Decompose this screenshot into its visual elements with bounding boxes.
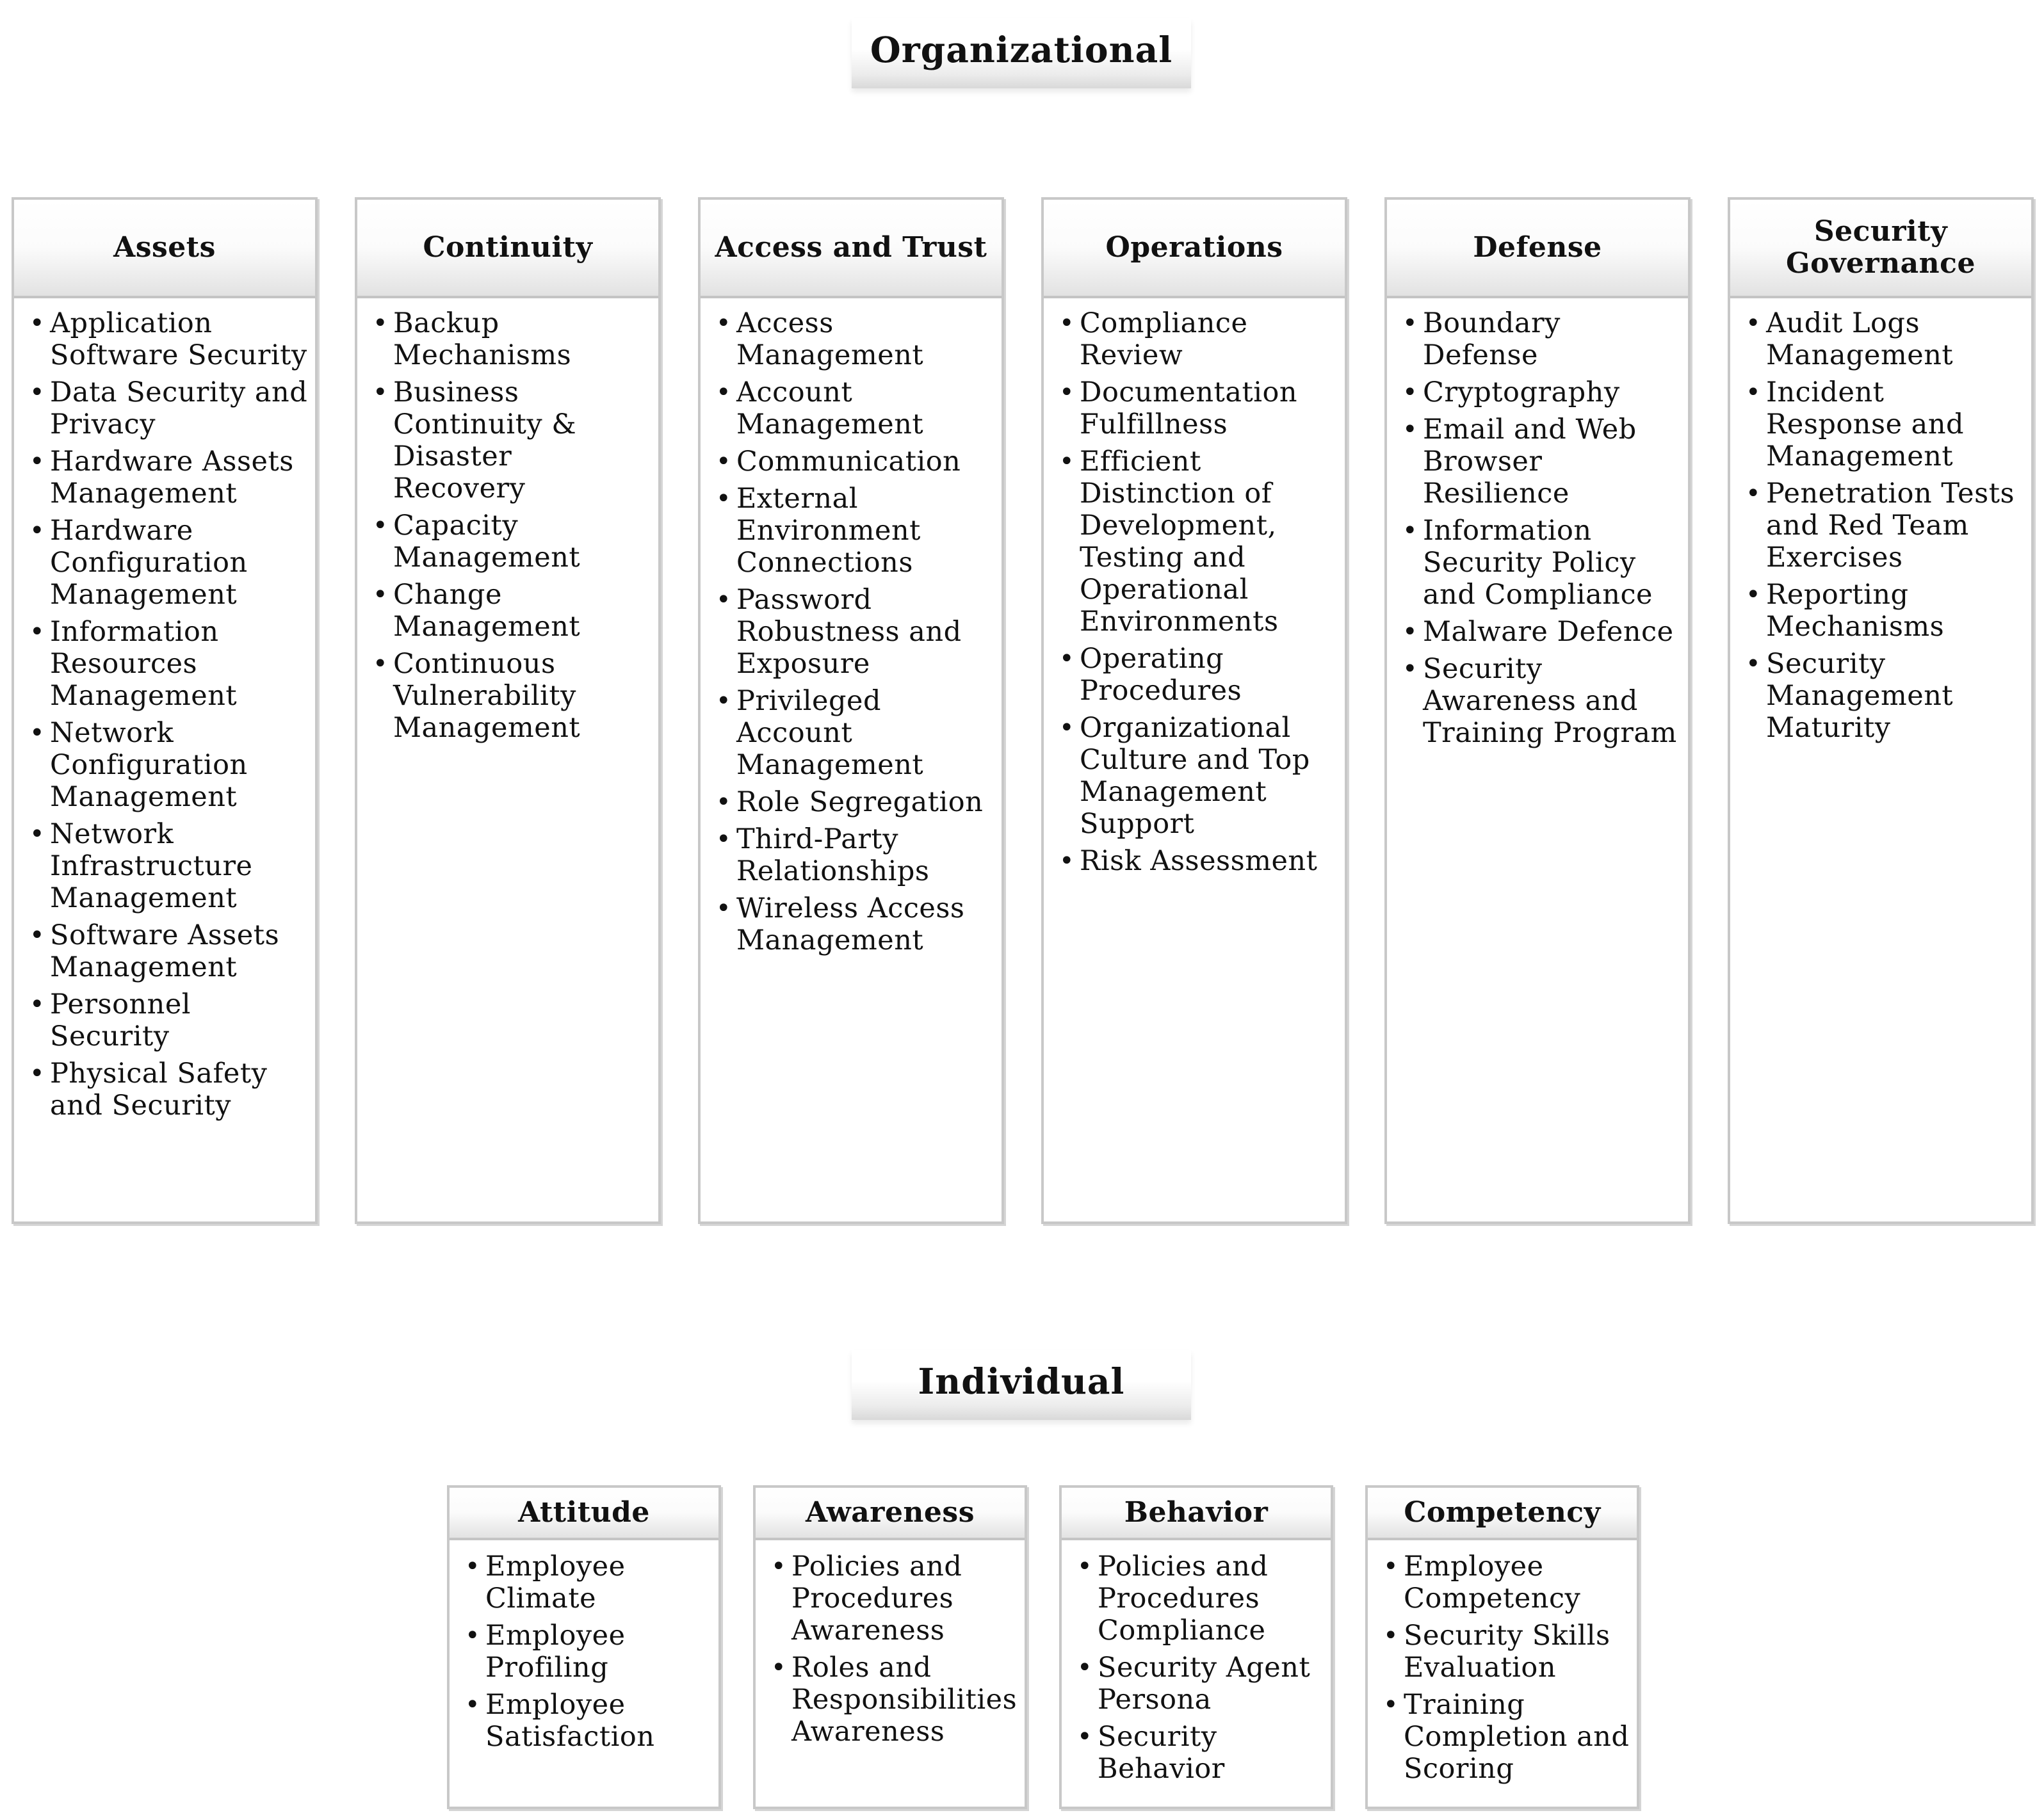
list-item: • Password Robustness and Exposure	[716, 584, 995, 680]
list-item: • Email and Web Browser Resilience	[1402, 414, 1682, 510]
list-item: • Network Infrastructure Management	[29, 818, 309, 914]
category-attitude-list	[450, 1540, 718, 1753]
list-item: • Incident Response and Management	[1746, 376, 2025, 472]
category-competency-title: Competency	[1368, 1488, 1637, 1540]
list-item: • Privileged Account Management	[716, 685, 995, 781]
category-operations	[1041, 197, 1347, 1224]
list-item: • Security Management Maturity	[1746, 648, 2025, 744]
category-continuity	[355, 197, 661, 1224]
list-item: • External Environment Connections	[716, 483, 995, 579]
list-item: • Continuous Vulnerability Management	[373, 648, 652, 744]
category-attitude-title: Attitude	[450, 1488, 718, 1540]
list-item: • Communication	[716, 446, 995, 478]
list-item: • Wireless Access Management	[716, 892, 995, 956]
category-competency	[1365, 1485, 1639, 1809]
list-item: • Organizational Culture and Top Management Support	[1059, 712, 1338, 840]
category-behavior	[1059, 1485, 1333, 1809]
category-defense-title: Defense	[1387, 200, 1688, 298]
list-item: • Audit Logs Management	[1746, 307, 2025, 371]
list-item: • Backup Mechanisms	[373, 307, 652, 371]
category-defense-list	[1387, 298, 1688, 749]
category-behavior-list	[1062, 1540, 1331, 1785]
category-defense	[1384, 197, 1691, 1224]
list-item: • Risk Assessment	[1059, 845, 1338, 877]
individual-title: Individual	[852, 1350, 1191, 1420]
category-access-and-trust	[698, 197, 1004, 1224]
category-access-and-trust-list	[701, 298, 1002, 956]
list-item: • Software Assets Management	[29, 919, 309, 983]
list-item: • Physical Safety and Security	[29, 1058, 309, 1122]
list-item: • Information Security Policy and Compliance	[1402, 515, 1682, 611]
list-item: • Efficient Distinction of Development, Testing and Operational Environments	[1059, 446, 1338, 638]
list-item: • Employee Profiling	[465, 1620, 712, 1684]
list-item: • Business Continuity & Disaster Recovery	[373, 376, 652, 504]
list-item: • Security Agent Persona	[1077, 1652, 1324, 1716]
category-assets	[12, 197, 318, 1224]
list-item: • Penetration Tests and Red Team Exercises	[1746, 478, 2025, 574]
list-item: • Training Completion and Scoring	[1383, 1689, 1630, 1785]
list-item: • Employee Competency	[1383, 1551, 1630, 1615]
list-item: • Compliance Review	[1059, 307, 1338, 371]
list-item: • Role Segregation	[716, 786, 995, 818]
category-assets-title: Assets	[14, 200, 315, 298]
list-item: • Roles and Responsibilities Awareness	[771, 1652, 1018, 1748]
list-item: • Network Configuration Management	[29, 717, 309, 813]
category-security-governance	[1728, 197, 2034, 1224]
list-item: • Hardware Assets Management	[29, 446, 309, 510]
list-item: • Reporting Mechanisms	[1746, 579, 2025, 643]
list-item: • Boundary Defense	[1402, 307, 1682, 371]
category-assets-list	[14, 298, 315, 1122]
list-item: • Policies and Procedures Compliance	[1077, 1551, 1324, 1647]
list-item: • Security Skills Evaluation	[1383, 1620, 1630, 1684]
category-behavior-title: Behavior	[1062, 1488, 1331, 1540]
organizational-title: Organizational	[852, 18, 1191, 88]
list-item: • Personnel Security	[29, 988, 309, 1052]
category-operations-title: Operations	[1044, 200, 1345, 298]
list-item: • Documentation Fulfillness	[1059, 376, 1338, 440]
list-item: • Cryptography	[1402, 376, 1682, 408]
list-item: • Access Management	[716, 307, 995, 371]
category-continuity-title: Continuity	[357, 200, 658, 298]
category-continuity-list	[357, 298, 658, 744]
list-item: • Account Management	[716, 376, 995, 440]
category-access-and-trust-title: Access and Trust	[701, 200, 1002, 298]
list-item: • Employee Climate	[465, 1551, 712, 1615]
category-security-governance-title: Security Governance	[1730, 200, 2031, 298]
list-item: • Security Behavior	[1077, 1721, 1324, 1785]
list-item: • Data Security and Privacy	[29, 376, 309, 440]
category-awareness-title: Awareness	[756, 1488, 1025, 1540]
category-awareness-list	[756, 1540, 1025, 1748]
category-competency-list	[1368, 1540, 1637, 1785]
list-item: • Policies and Procedures Awareness	[771, 1551, 1018, 1647]
list-item: • Third-Party Relationships	[716, 823, 995, 887]
list-item: • Operating Procedures	[1059, 643, 1338, 707]
list-item: • Malware Defence	[1402, 616, 1682, 648]
list-item: • Information Resources Management	[29, 616, 309, 712]
list-item: • Application Software Security	[29, 307, 309, 371]
list-item: • Security Awareness and Training Program	[1402, 653, 1682, 749]
list-item: • Hardware Configuration Management	[29, 515, 309, 611]
category-security-governance-list	[1730, 298, 2031, 744]
category-operations-list	[1044, 298, 1345, 877]
category-attitude	[447, 1485, 721, 1809]
list-item: • Employee Satisfaction	[465, 1689, 712, 1753]
list-item: • Capacity Management	[373, 510, 652, 574]
category-awareness	[753, 1485, 1027, 1809]
list-item: • Change Management	[373, 579, 652, 643]
